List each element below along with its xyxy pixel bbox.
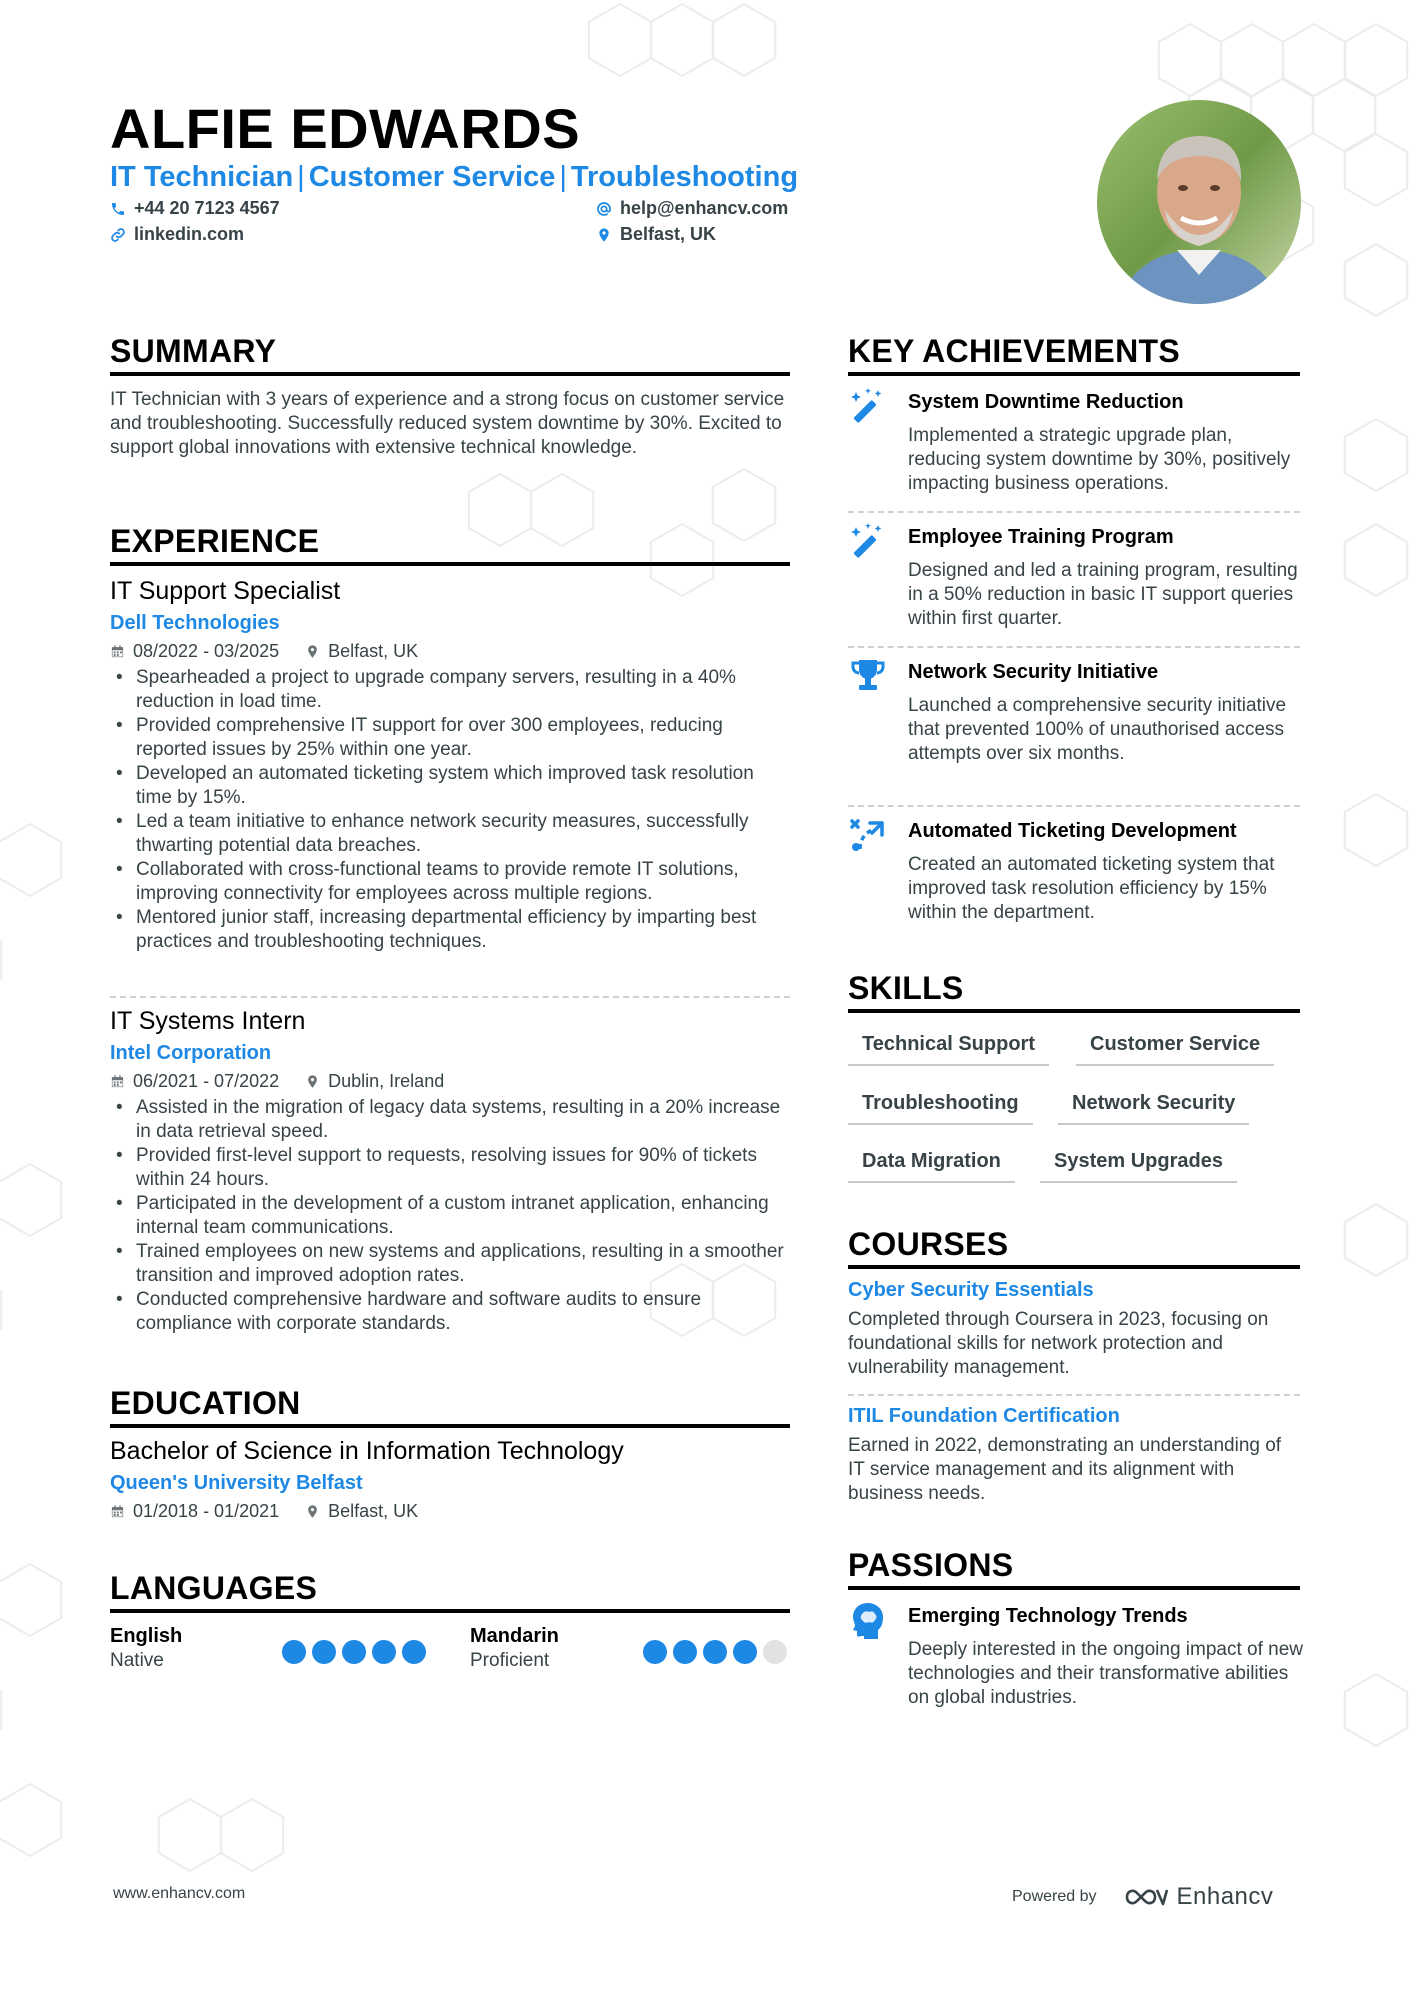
experience-rule (110, 562, 790, 566)
candidate-name: ALFIE EDWARDS (110, 97, 581, 160)
company-name: Dell Technologies (110, 612, 280, 634)
summary-text: IT Technician with 3 years of experience and a strong focus on customer service and troubleshooting. Successfully reduced system downtime by 30%. Excited to support global innovations with extensive technical knowledge. (110, 389, 785, 458)
courses-heading: COURSES (848, 1226, 1009, 1262)
calendar-icon (110, 644, 125, 659)
skill-tag: Network Security (1058, 1092, 1249, 1125)
achievement-title: Automated Ticketing Development (908, 820, 1237, 842)
passion-title: Emerging Technology Trends (908, 1605, 1188, 1627)
bullet-item: • Trained employees on new systems and applications, resulting in a smoother transition and improved adoption rates. (110, 1240, 790, 1288)
achievement-title: Employee Training Program (908, 526, 1174, 548)
passions-heading: PASSIONS (848, 1547, 1014, 1583)
divider (848, 511, 1300, 513)
footer-powered-by[interactable] (1012, 1883, 1273, 1911)
bullet-item: • Conducted comprehensive hardware and software audits to ensure compliance with corporate standards. (110, 1288, 790, 1336)
skill-tag: System Upgrades (1040, 1150, 1237, 1183)
link-icon (110, 227, 126, 243)
education-heading: EDUCATION (110, 1385, 301, 1421)
achievements-rule (848, 372, 1300, 376)
job-dates: 08/2022 - 03/2025 (133, 641, 280, 661)
company-name: Intel Corporation (110, 1042, 272, 1064)
bullet-item: • Led a team initiative to enhance network security measures, successfully thwarting potential data breaches. (110, 810, 790, 858)
footer-website[interactable]: www.enhancv.com (113, 1885, 246, 1902)
course-text: Completed through Coursera in 2023, focusing on foundational skills for network protection and vulnerability management. (848, 1309, 1269, 1378)
summary-heading: SUMMARY (110, 333, 277, 369)
achievement-text: Created an automated ticketing system that improved task resolution efficiency by 15% within the department. (908, 854, 1275, 923)
title-separator: | (297, 161, 305, 193)
magic-wand-icon (848, 386, 888, 426)
achievement-title: System Downtime Reduction (908, 391, 1184, 413)
location-pin-icon (305, 1504, 320, 1519)
job-location: Dublin, Ireland (328, 1071, 445, 1091)
phone-text: +44 20 7123 4567 (134, 198, 280, 218)
passion-item (848, 1600, 1304, 1720)
job-title: IT Systems Intern (110, 1007, 306, 1035)
skill-tag: Customer Service (1076, 1033, 1274, 1066)
powered-by-label: Powered by (1012, 1888, 1097, 1905)
calendar-icon (110, 1504, 125, 1519)
trophy-icon (848, 656, 888, 696)
job-meta (110, 641, 790, 662)
divider (848, 646, 1300, 648)
education-dates: 01/2018 - 01/2021 (133, 1501, 280, 1521)
rating-dot-filled (643, 1640, 667, 1664)
contact-phone[interactable] (110, 198, 280, 219)
rating-dot-filled (703, 1640, 727, 1664)
phone-icon (110, 201, 126, 217)
location-text: Belfast, UK (620, 224, 717, 244)
language-item (110, 1625, 182, 1672)
course-title: ITIL Foundation Certification (848, 1405, 1120, 1427)
achievement-title: Network Security Initiative (908, 661, 1159, 683)
bullet-item: • Collaborated with cross-functional teams to provide remote IT solutions, improving connectivity for employees across multiple regions. (110, 858, 790, 906)
bullet-item: • Developed an automated ticketing system which improved task resolution time by 15%. (110, 762, 790, 810)
location-pin-icon (305, 1074, 320, 1089)
education-meta (110, 1501, 790, 1522)
job-title: IT Support Specialist (110, 577, 341, 605)
skills-rule (848, 1009, 1300, 1013)
divider (110, 996, 790, 998)
course-text: Earned in 2022, demonstrating an understanding of IT service management and its alignment with business needs. (848, 1435, 1282, 1504)
skill-tag: Troubleshooting (848, 1092, 1033, 1125)
experience-heading: EXPERIENCE (110, 523, 320, 559)
languages-heading: LANGUAGES (110, 1570, 318, 1606)
rating-dot-filled (402, 1640, 426, 1664)
job-bullets (110, 1096, 790, 1336)
job-location: Belfast, UK (328, 641, 419, 661)
achievement-text: Launched a comprehensive security initiative that prevented 100% of unauthorised access attempts over six months. (908, 695, 1287, 764)
language-item (470, 1625, 559, 1672)
title-part: Troubleshooting (570, 161, 799, 193)
skills-heading: SKILLS (848, 970, 964, 1006)
achievement-item (848, 656, 1300, 806)
bullet-item: • Provided comprehensive IT support for over 300 employees, reducing reported issues by 25% within one year. (110, 714, 790, 762)
job-meta (110, 1071, 790, 1092)
education-entry (110, 1437, 790, 1522)
language-name: Mandarin (470, 1625, 559, 1647)
language-rating (643, 1640, 787, 1664)
achievement-item (848, 386, 1300, 506)
language-name: English (110, 1625, 183, 1647)
summary-rule (110, 372, 790, 376)
course-item (848, 1279, 1300, 1380)
experience-entry (110, 1007, 790, 1336)
language-level: Native (110, 1650, 164, 1671)
linkedin-text: linkedin.com (134, 224, 245, 244)
achievement-item (848, 815, 1300, 935)
languages-rule (110, 1609, 790, 1613)
bullet-item: • Mentored junior staff, increasing departmental efficiency by imparting best practices and troubleshooting techniques. (110, 906, 790, 954)
school-name: Queen's University Belfast (110, 1472, 363, 1494)
rating-dot-filled (673, 1640, 697, 1664)
bullet-item: • Participated in the development of a custom intranet application, enhancing internal team communications. (110, 1192, 790, 1240)
experience-entry (110, 577, 790, 954)
contact-email[interactable] (596, 198, 788, 219)
profile-photo (1097, 100, 1301, 304)
achievement-text: Designed and led a training program, resulting in a 50% reduction in basic IT support queries within first quarter. (908, 560, 1298, 629)
bullet-item: • Spearheaded a project to upgrade company servers, resulting in a 40% reduction in load time. (110, 666, 790, 714)
title-part: IT Technician (110, 161, 294, 193)
rating-dot-empty (763, 1640, 787, 1664)
education-location: Belfast, UK (328, 1501, 419, 1521)
rating-dot-filled (342, 1640, 366, 1664)
rating-dot-filled (372, 1640, 396, 1664)
passions-rule (848, 1586, 1300, 1590)
language-level: Proficient (470, 1650, 550, 1671)
at-icon (596, 201, 612, 217)
rating-dot-filled (282, 1640, 306, 1664)
rating-dot-filled (733, 1640, 757, 1664)
education-rule (110, 1424, 790, 1428)
head-brain-icon (848, 1600, 888, 1640)
achievement-item (848, 521, 1300, 641)
strategy-arrow-icon (848, 815, 888, 855)
course-title: Cyber Security Essentials (848, 1279, 1094, 1301)
bullet-item: • Assisted in the migration of legacy data systems, resulting in a 20% increase in data retrieval speed. (110, 1096, 790, 1144)
magic-wand-icon (848, 521, 888, 561)
brand-name: Enhancv (1176, 1883, 1274, 1910)
job-dates: 06/2021 - 07/2022 (133, 1071, 280, 1091)
job-bullets (110, 666, 790, 954)
email-text: help@enhancv.com (620, 198, 789, 218)
language-rating (282, 1640, 426, 1664)
candidate-title (110, 161, 798, 194)
title-part: Customer Service (308, 161, 556, 193)
passion-text: Deeply interested in the ongoing impact of new technologies and their transformative abilities on global industries. (908, 1639, 1304, 1708)
skill-tag: Data Migration (848, 1150, 1015, 1183)
divider (848, 1394, 1300, 1396)
enhancv-logo-icon (1123, 1885, 1169, 1909)
bullet-item: • Provided first-level support to requests, resolving issues for 90% of tickets within 24 hours. (110, 1144, 790, 1192)
title-separator: | (559, 161, 567, 193)
achievements-heading: KEY ACHIEVEMENTS (848, 333, 1180, 369)
skill-tag: Technical Support (848, 1033, 1049, 1066)
course-item (848, 1405, 1300, 1506)
contact-location (596, 224, 716, 245)
calendar-icon (110, 1074, 125, 1089)
contact-linkedin[interactable] (110, 224, 244, 245)
divider (848, 805, 1300, 807)
location-pin-icon (305, 644, 320, 659)
location-pin-icon (596, 227, 612, 243)
degree-title: Bachelor of Science in Information Technology (110, 1437, 624, 1465)
achievement-text: Implemented a strategic upgrade plan, reducing system downtime by 30%, positively impacting business operations. (908, 425, 1291, 494)
rating-dot-filled (312, 1640, 336, 1664)
courses-rule (848, 1265, 1300, 1269)
